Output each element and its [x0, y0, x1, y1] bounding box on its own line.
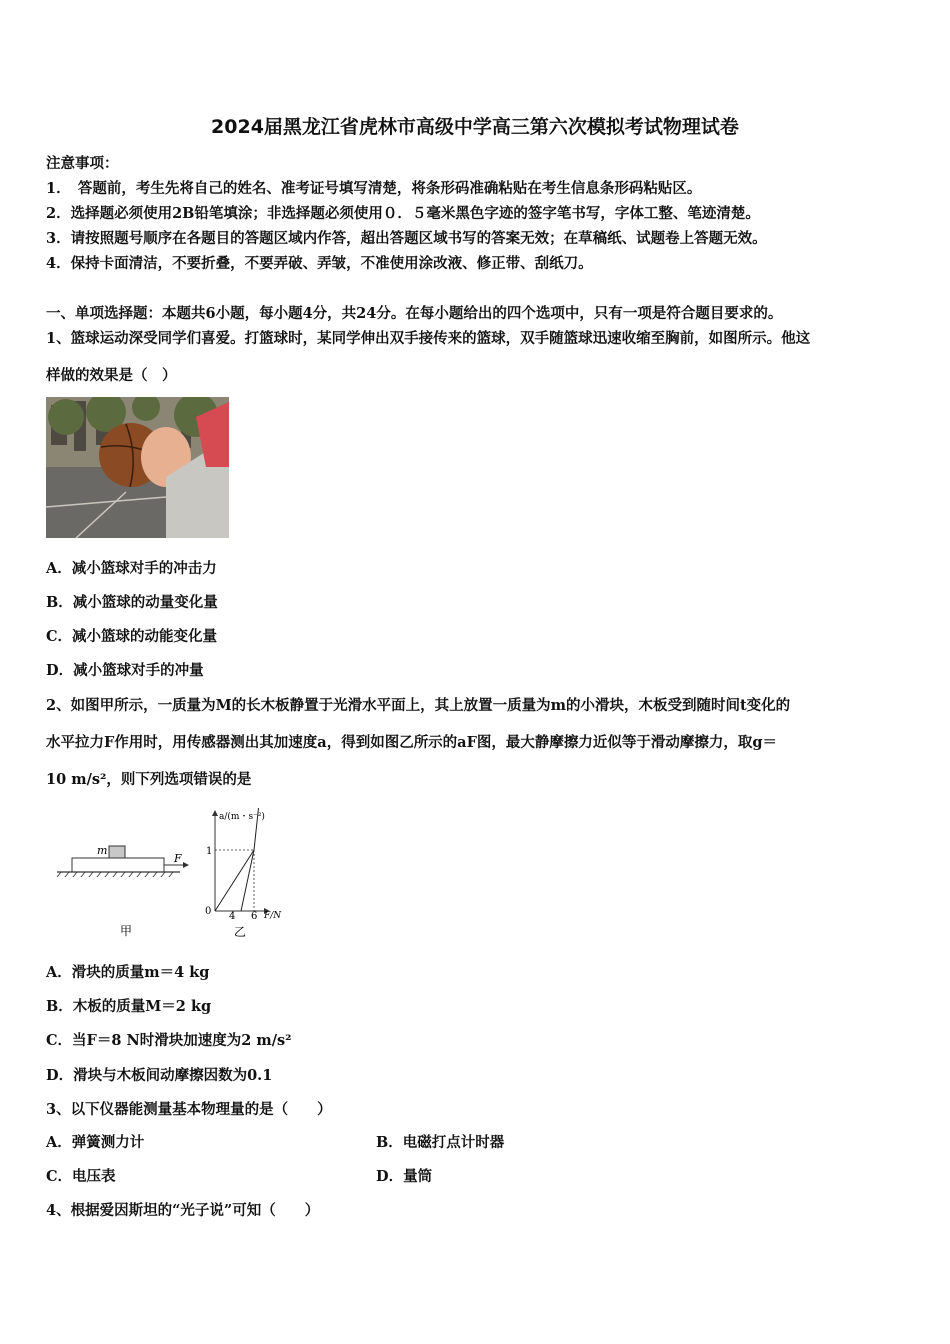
basketball-photo — [46, 397, 229, 538]
figure-caption: 甲 — [120, 924, 133, 938]
q2-option-b: B．木板的质量M＝2 kg — [46, 998, 212, 1015]
notice-item: 2．选择题必须使用2B铅笔填涂；非选择题必须使用０．５毫米黑色字迹的签字笔书写，字体工整、笔迹清楚。 — [46, 205, 760, 222]
series-line-2 — [241, 808, 261, 911]
series-line-1 — [215, 850, 254, 911]
q2-stem-line3: 10 m/s²，则下列选项错误的是 — [46, 771, 252, 788]
long-board — [72, 858, 164, 872]
figure-yi — [200, 808, 310, 947]
q3-option-a: A．弹簧测力计 — [46, 1134, 145, 1151]
notice-heading: 注意事项： — [46, 155, 119, 172]
figure-jia — [55, 838, 195, 942]
block-label: m — [97, 844, 108, 857]
figure-caption: 乙 — [234, 925, 247, 939]
q1-stem-line2: 样做的效果是（ ） — [46, 367, 177, 384]
q1-option-c: C．减小篮球的动能变化量 — [46, 628, 218, 645]
y-axis-arrow — [212, 810, 218, 816]
q4-stem: 4、根据爱因斯坦的“光子说”可知（ ） — [46, 1202, 320, 1219]
y-axis-label: a/(m・s⁻²) — [219, 812, 265, 822]
origin-label: 0 — [205, 906, 212, 917]
q1-stem-line1: 1、篮球运动深受同学们喜爱。打篮球时，某同学伸出双手接传来的篮球，双手随篮球迅速收缩至胸前，如图所示。他这 — [46, 330, 811, 347]
q3-stem: 3、以下仪器能测量基本物理量的是（ ） — [46, 1101, 332, 1118]
q3-option-b: B．电磁打点计时器 — [376, 1134, 505, 1151]
notice-item: 1． 答题前，考生先将自己的姓名、准考证号填写清楚，将条形码准确粘贴在考生信息条形码粘贴区。 — [46, 180, 702, 197]
q2-option-c: C．当F＝8 N时滑块加速度为2 m/s² — [46, 1032, 292, 1049]
q1-option-a: A．减小篮球对手的冲击力 — [46, 560, 217, 577]
q2-option-a: A．滑块的质量m＝4 kg — [46, 964, 210, 981]
x-tick-label: 6 — [251, 911, 258, 922]
notice-item: 3．请按照题号顺序在各题目的答题区域内作答，超出答题区域书写的答案无效；在草稿纸、试题卷上答题无效。 — [46, 230, 767, 247]
q3-option-c: C．电压表 — [46, 1168, 116, 1185]
notice-item: 4．保持卡面清洁，不要折叠，不要弄破、弄皱，不准使用涂改液、修正带、刮纸刀。 — [46, 255, 593, 272]
q2-option-d: D．滑块与木板间动摩擦因数为0.1 — [46, 1067, 273, 1084]
section-heading: 一、单项选择题：本题共6小题，每小题4分，共24分。在每小题给出的四个选项中，只有一项是符合题目要求的。 — [46, 305, 783, 322]
slider-block — [109, 846, 125, 858]
q2-stem-line1: 2、如图甲所示，一质量为M的长木板静置于光滑水平面上，其上放置一质量为m的小滑块，木板受到随时间t变化的 — [46, 697, 791, 714]
q1-option-d: D．减小篮球对手的冲量 — [46, 662, 204, 679]
force-arrow — [183, 862, 189, 868]
page-title: 2024届黑龙江省虎林市高级中学高三第六次模拟考试物理试卷 — [211, 116, 739, 138]
force-label: F — [174, 852, 182, 865]
y-tick-label: 1 — [206, 846, 213, 857]
q3-option-d: D．量筒 — [376, 1168, 433, 1185]
q2-stem-line2: 水平拉力F作用时，用传感器测出其加速度a，得到如图乙所示的aF图，最大静摩擦力近似等于滑动摩擦力，取g＝ — [46, 734, 778, 751]
x-tick-label: 4 — [229, 911, 236, 922]
q1-option-b: B．减小篮球的动量变化量 — [46, 594, 218, 611]
x-axis-label: F/N — [264, 911, 282, 921]
